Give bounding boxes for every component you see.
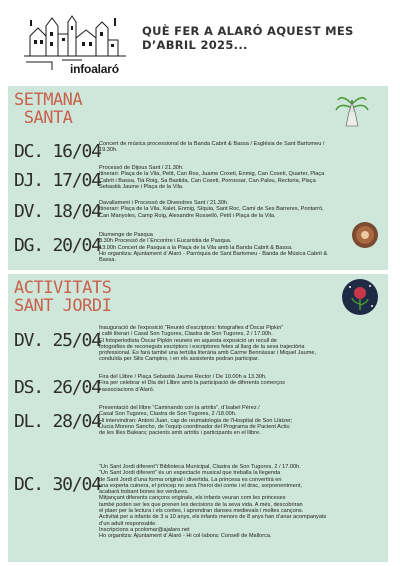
event-line: el plaer per la lectura i els contes, i aprendran danses medievals i moltes cançons.	[99, 508, 304, 515]
event-day: DJ. 17/04	[14, 170, 101, 191]
event-line: Bassa.	[99, 257, 117, 264]
event-line: Itinerari: Plaça de la Vila, Petit, Can Ros, Juame Coxeti, Enmig, Can Coxeti, Quarter, Plaça	[99, 171, 325, 178]
event-description	[99, 374, 379, 393]
event-description	[99, 165, 379, 190]
event-day: DG. 20/04	[14, 235, 101, 256]
event-day: DV. 25/04	[14, 330, 101, 351]
event-description	[99, 232, 339, 263]
event-line: 19.30h.	[99, 147, 118, 154]
event-line: Casal Son Tugores, Clastra de Son Tugores, 2 /18.00h.	[99, 411, 237, 418]
page-title-line-2: D’ABRIL 2025...	[142, 38, 248, 52]
event-line: una experta cuinera, el príncep no serà l’heroi del conte i el drac, sorprenentment,	[99, 482, 303, 489]
header	[0, 0, 400, 84]
event-day: DC. 30/04	[14, 474, 101, 495]
event-line: de Sant Jordi d’una forma original i divertida. La princesa es convertirà en	[99, 476, 282, 483]
event-day: DS. 26/04	[14, 377, 101, 398]
event-line: Mitjançant diferents cançons originals, els infants veuran com les princeses	[99, 495, 286, 502]
event-line: d’un adult responsable.	[99, 520, 157, 527]
page-title-line-1: QUÈ FER A ALARÓ AQUEST MES	[142, 24, 354, 38]
event-line: Fira per celebrar el Dia del Llibre amb la participació de diferents comerços	[99, 380, 285, 387]
event-description	[99, 464, 379, 540]
event-line: Presentació del llibre “Caminando con la artritis”, d’Isabel Pérez /	[99, 405, 260, 411]
event-line: Hi intervindran: Antoni Juan, cap de reumatologia de l’Hospital de Son Llàtzer;	[99, 417, 293, 424]
event-day: DV. 18/04	[14, 201, 101, 222]
event-line: i café literari / Casal Son Tugores, Clastra de Son Tugores, 2 / 17.00h.	[99, 331, 273, 338]
event-line: conduïda per Silis Campins, i en els assistents podran participar.	[99, 356, 260, 363]
rose-icon	[341, 278, 379, 316]
event-line: Inauguració de l'exposició “Reunió d’escriptors: fotografies d’Òscar Pipkin”	[99, 325, 284, 331]
event-line: Ho organitza: Ajuntament d´Alaró - Hi col·labora: Consell de Mallorca.	[99, 533, 272, 540]
event-description	[99, 325, 379, 363]
event-line: de les Illes Balears; pacients amb artritis i participants en el llibre.	[99, 430, 261, 437]
event-line: Sebastià Jaume i Plaça de la Vila.	[99, 183, 184, 190]
event-line: Llucia Moreno Sancho, de l’equip coordinador del Programa de Pacient Actiu	[99, 423, 290, 430]
event-line: Davallament i Processó de Divendres Sant / 21.30h.	[99, 200, 229, 206]
event-line: i associacions d’Alaró.	[99, 386, 155, 393]
setmana-santa-title-line-2: SANTA	[23, 108, 73, 128]
event-line: Can Manyoles, Camp Roig, Alexandre Rosselló, Petit i Plaça de la Vila.	[99, 212, 276, 219]
event-line: Cabrit i Bassa, Tià Roig, Sa Bastida, Can Coxeti, Porrossar, Can Palou, Rectoria, Plaça	[99, 177, 316, 184]
event-description	[99, 141, 379, 154]
event-line: “Un Sant Jordi diferent”/ Biblioteca Municipal, Clastra de Son Tugores, 2 / 17.00h.	[99, 464, 301, 470]
event-line: Ho organitza: Ajuntament d´Alaró - Parròquia de Sant Bartomeu - Banda de Música Cabrit &	[99, 250, 328, 257]
page-title	[142, 24, 354, 52]
event-line: 8.30h Processó de l´Encontre i Eucaristia de Pasqua.	[99, 238, 232, 245]
event-line: Diumenge de Pasqua	[99, 232, 153, 238]
event-day: DL. 28/04	[14, 411, 101, 432]
easter-cake-icon	[350, 220, 380, 250]
event-line: 13.00h Concert de Pasqua a la Plaça de la Vila amb la Banda Cabrit & Bassa.	[99, 244, 293, 251]
sant-jordi-title-line-1: ACTIVITATS	[14, 278, 112, 298]
event-line: acabarà trobant bones les verdures.	[99, 489, 189, 496]
event-line: fotografies de reconeguts escriptors i escriptores fetes al llarg de la seva trajectòria	[99, 343, 305, 350]
event-line: Fira del Llibre / Plaça Sebastià Jaume Rector / De 10.00h a 13.30h.	[99, 374, 267, 380]
setmana-santa-title-line-1: SETMANA	[14, 90, 83, 110]
event-line: Activitat per a infants de 3 a 10 anys, els infants menors de 8 anys han d’anar acompanyats	[99, 514, 327, 521]
event-line: Processó de Dijous Sant / 21.30h.	[99, 165, 184, 171]
event-line: també poden ser les que prenen les decisions de la seva vida. A més, descobriran	[99, 501, 303, 508]
event-line: Concert de música processional de la Banda Cabrit & Bassa / Església de Sant Bartomeu /	[99, 141, 325, 147]
event-description	[99, 200, 379, 219]
event-line: Itinerari: Plaça de la Vila, Xalet, Enmig, Síquia, Sant Roc, Camí de Ses Barreres, Pontarró,	[99, 206, 324, 213]
logo-text: infoalaró	[70, 62, 119, 76]
event-description	[99, 405, 379, 436]
event-line: Inscripcions a pcolomar@ajalaro.net	[99, 526, 190, 533]
sant-jordi-title	[14, 279, 111, 315]
event-line: “Un Sant Jordi diferent” és un espectacle musical que treballa la llegenda	[99, 470, 281, 477]
event-line: El fotoperiodista Òscar Pipkin reuneix en aquesta exposició un recull de	[99, 337, 277, 344]
sant-jordi-title-line-2: SANT JORDI	[14, 296, 112, 316]
event-line: professional. Es farà també una tertúlia literària amb Carme Bennàssar i Miquel Jaume,	[99, 350, 317, 357]
palm-procession-icon	[332, 90, 372, 130]
event-day: DC. 16/04	[14, 141, 101, 162]
setmana-santa-title	[14, 91, 82, 127]
